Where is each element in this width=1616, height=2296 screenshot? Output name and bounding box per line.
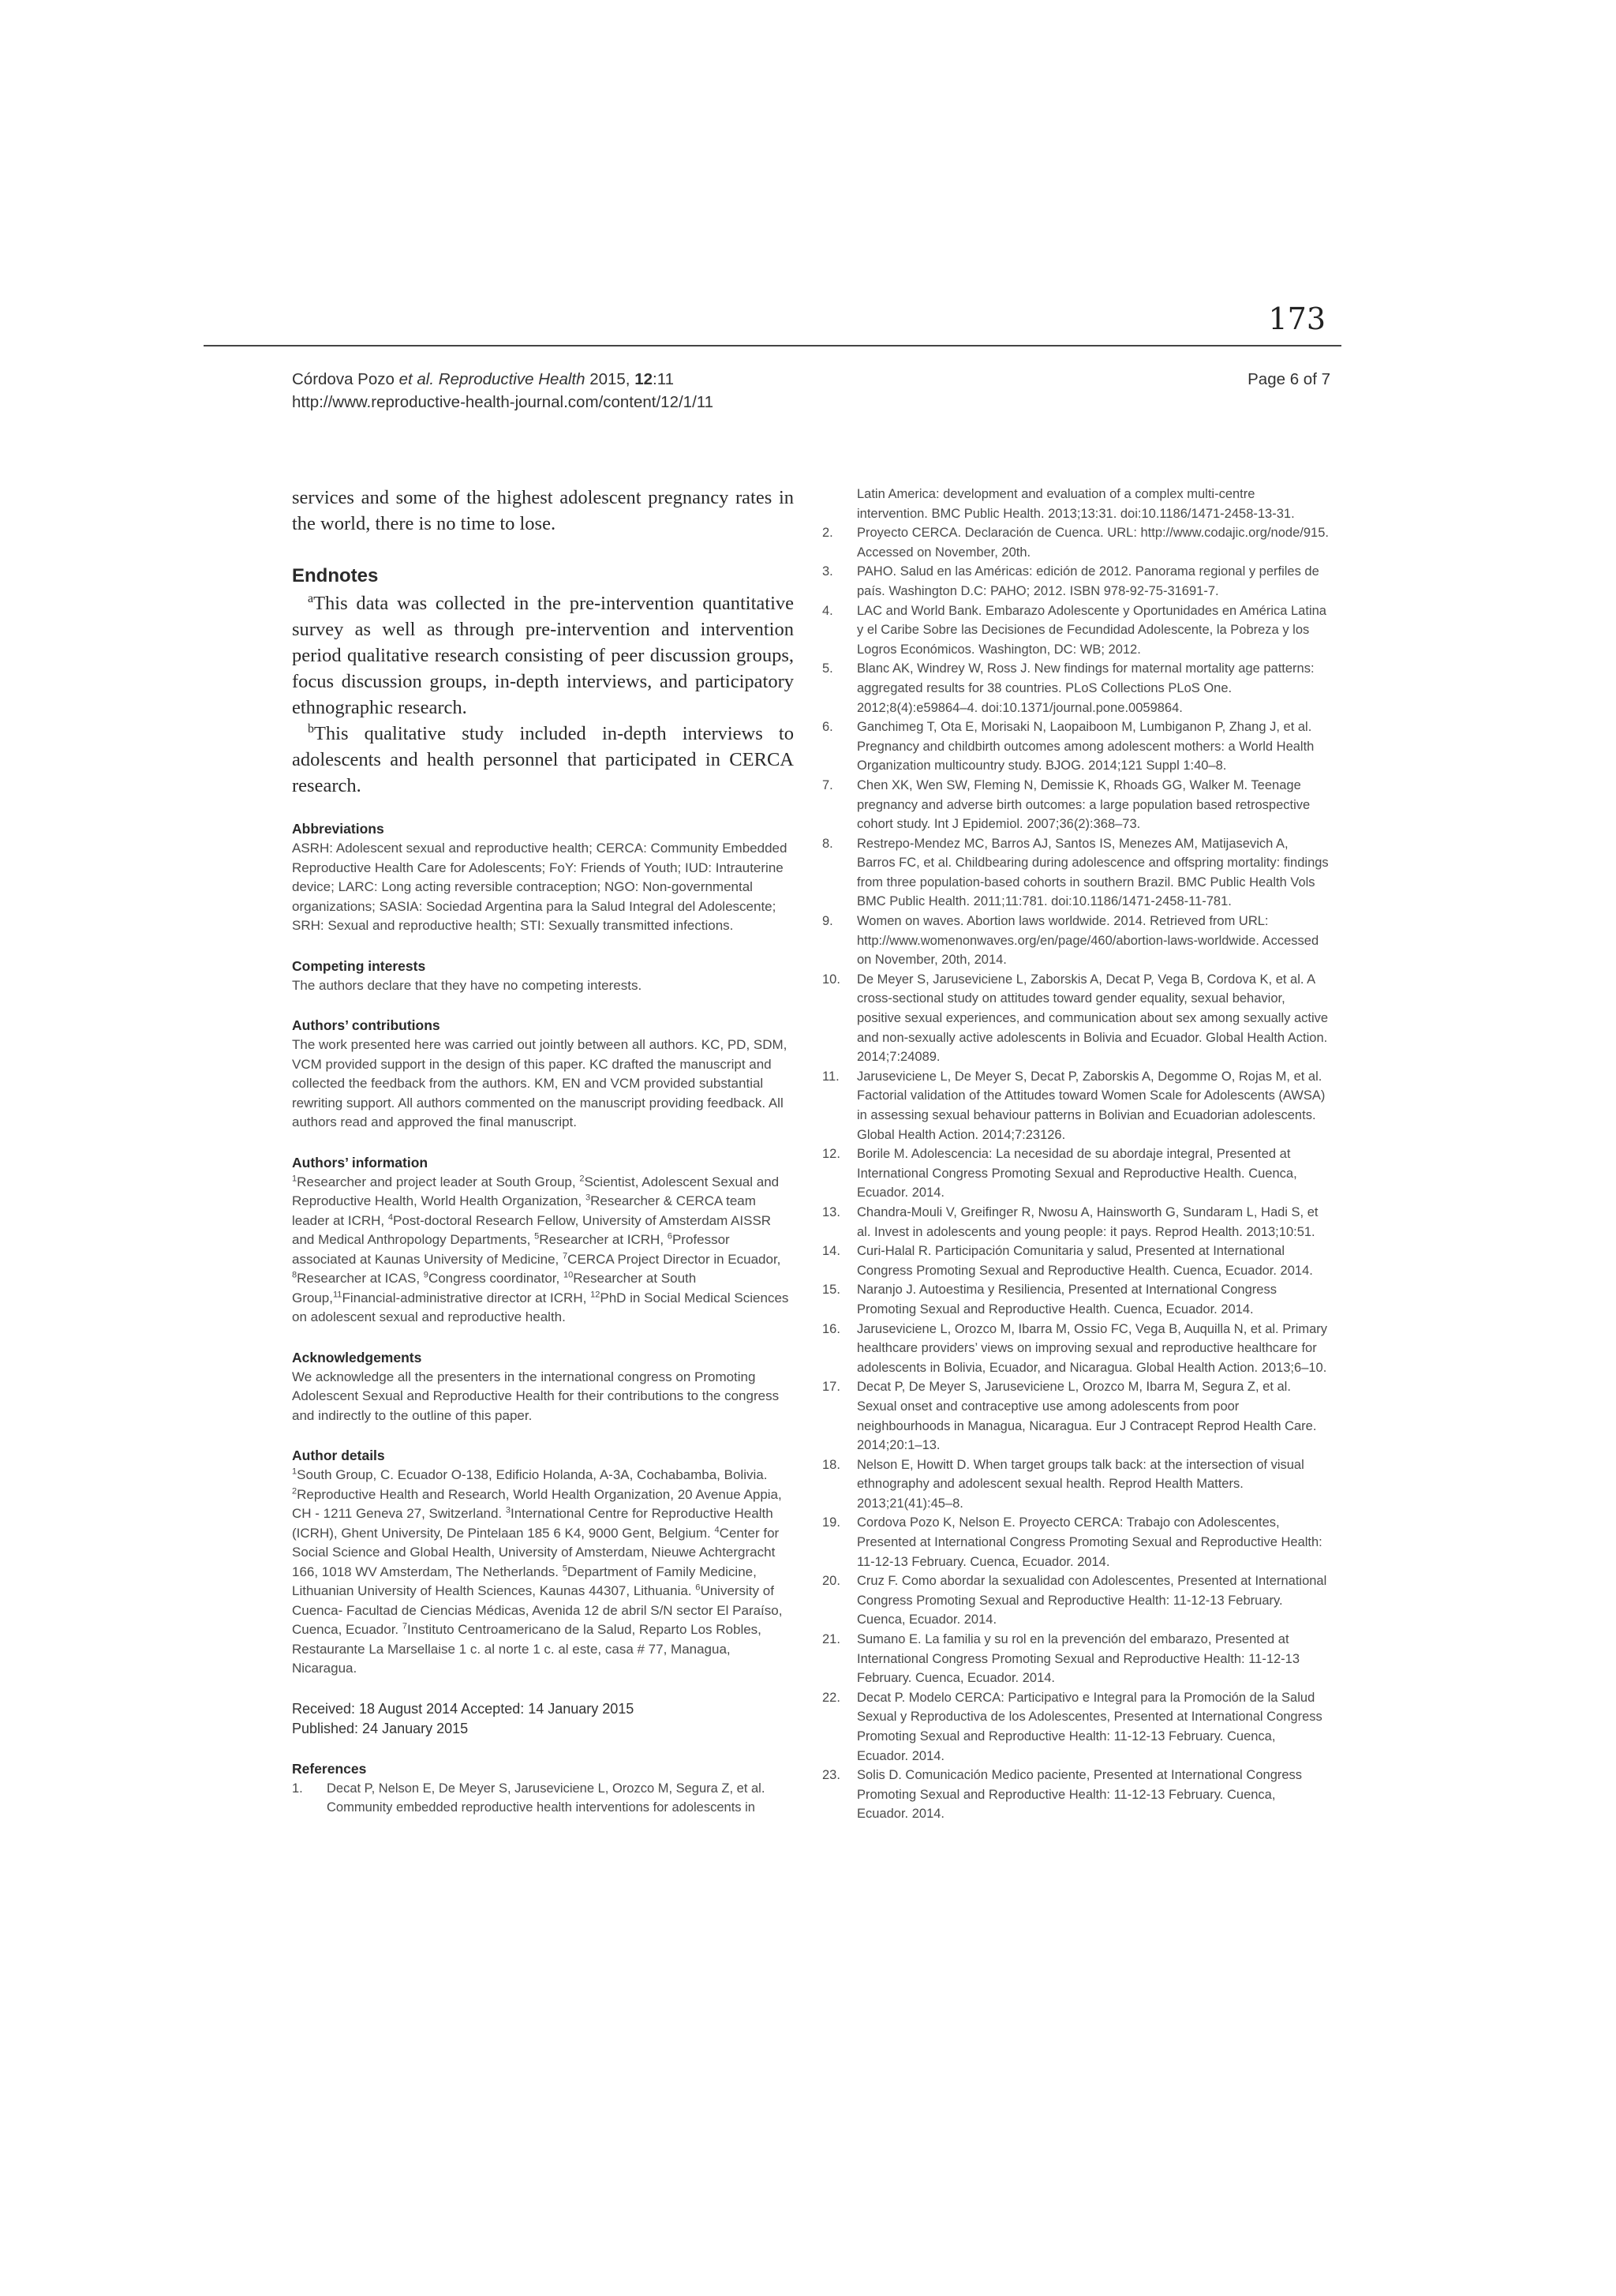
- reference-text: PAHO. Salud en las Américas: edición de 2012. Panorama regional y perfiles de país. Washington D.C: PAHO; 2012. ISBN 978-92-75-31691-7.: [857, 564, 1319, 598]
- reference-item: [822, 562, 1329, 601]
- reference-text: Blanc AK, Windrey W, Ross J. New findings for maternal mortality age patterns: aggregated results for 38 countries. PLoS Collections PLoS One. 2012;8(4):e59864–4. doi:10.1371/journal.pone.0059864.: [857, 661, 1315, 715]
- reference-text: Chandra-Mouli V, Greifinger R, Nwosu A, Hainsworth G, Sundaram L, Hadi S, et al. Invest in adolescents and young people: it pays. Reprod Health. 2013;10:51.: [857, 1204, 1319, 1239]
- author-detail-item-text: Instituto Centroamericano de la Salud, Reparto Los Robles, Restaurante La Marsellaise 1 c. al norte 1 c. al este, casa # 77, Managua, Nicaragua.: [292, 1622, 761, 1676]
- reference-number: 4.: [822, 603, 833, 618]
- author-detail-item-sup: 1: [292, 1466, 297, 1477]
- author-info-item-text: Researcher at South Group,: [292, 1271, 697, 1305]
- endnote-a: [292, 590, 794, 721]
- author-detail-item-sup: 6: [695, 1582, 701, 1593]
- contributions-text: The work presented here was carried out jointly between all authors. KC, PD, SDM, VCM provided support in the design of this paper. KC drafted the manuscript and collected the feedback from the authors. KM, EN and VCM provided substantial rewriting support. All authors commented on the manuscript providing feedback. All authors read and approved the final manuscript.: [292, 1037, 787, 1129]
- reference-text: Borile M. Adolescencia: La necesidad de su abordaje integral, Presented at International Congress Promoting Sexual and Reproductive Health. Cuenca, Ecuador. 2014.: [857, 1147, 1297, 1200]
- reference-number: 20.: [822, 1574, 840, 1589]
- author-info-item-text: Professor associated at Kaunas University of Medicine,: [292, 1232, 730, 1267]
- author-info-item-sup: 12: [590, 1289, 600, 1299]
- reference-number: 17.: [822, 1380, 840, 1395]
- header-authors: Córdova Pozo: [292, 370, 399, 388]
- header-volume: 12: [634, 370, 653, 388]
- reference-text: Curi-Halal R. Participación Comunitaria y salud, Presented at International Congress Promoting Sexual and Reproductive Health. Cuenca, Ecuador. 2014.: [857, 1244, 1313, 1278]
- references-heading: References: [292, 1760, 367, 1777]
- page-number: 173: [1268, 302, 1326, 336]
- author-info-item-sup: 3: [585, 1193, 591, 1203]
- reference-text: LAC and World Bank. Embarazo Adolescente y Oportunidades en América Latina y el Caribe Sobre las Decisiones de Fecundidad Adolescente, la Pobreza y los Logros Económicos. Washington, DC: WB; 2012.: [857, 603, 1326, 657]
- competing-interests-text: The authors declare that they have no competing interests.: [292, 977, 642, 993]
- author-detail-item-text: International Centre for Reproductive Health (ICRH), Ghent University, De Pintelaan 185 6 K4, 9000 Gent, Belgium.: [292, 1506, 773, 1541]
- reference-number: 10.: [822, 972, 840, 987]
- reference-number: 12.: [822, 1147, 840, 1162]
- reference-continuation: Latin America: development and evaluation of a complex multi-centre intervention. BMC Public Health. 2013;13:31. doi:10.1186/1471-2458-13-31.: [857, 487, 1295, 521]
- author-detail-item-text: Center for Social Science and Global Health, University of Amsterdam, Nieuwe Achtergracht 166, 1018 WV Amsterdam, The Netherlands.: [292, 1525, 780, 1579]
- reference-number: 7.: [822, 777, 833, 792]
- intro-paragraph: services and some of the highest adolescent pregnancy rates in the world, there is no time to lose.: [292, 487, 794, 534]
- endnote-b-text: This qualitative study included in-depth interviews to adolescents and health personnel that participated in CERCA research.: [292, 723, 794, 796]
- reference-number: 18.: [822, 1457, 840, 1472]
- header-year: 2015,: [585, 370, 635, 388]
- reference-item: [822, 1320, 1329, 1378]
- reference-number: 3.: [822, 564, 833, 579]
- endnote-a-text: This data was collected in the pre-intervention quantitative survey as well as through pre-intervention and intervention period qualitative research consisting of peer discussion groups, focus discussion groups, in-depth interviews, and participatory ethnographic research.: [292, 593, 794, 718]
- author-info-item-sup: 5: [534, 1231, 540, 1242]
- reference-text: Jaruseviciene L, De Meyer S, Decat P, Zaborskis A, Degomme O, Rojas M, et al. Factorial validation of the Attitudes toward Women Scale for Adolescents (AWSA) in assessing sexual behaviour patterns in Bolivian and Ecuadorian adolescents. Global Health Action. 2014;7:23126.: [857, 1069, 1326, 1142]
- reference-text: Proyecto CERCA. Declaración de Cuenca. URL: http://www.codajic.org/node/915. Accessed on November, 20th.: [857, 526, 1329, 560]
- author-info-item-text: Researcher & CERCA team leader at ICRH,: [292, 1193, 756, 1228]
- author-info-item-text: Researcher at ICAS,: [297, 1271, 424, 1286]
- reference-item: [822, 970, 1329, 1067]
- author-info-item-text: Researcher at ICRH,: [539, 1232, 668, 1247]
- author-detail-item-sup: 3: [505, 1505, 511, 1515]
- reference-number: 6.: [822, 720, 833, 735]
- author-info-item-sup: 8: [292, 1270, 297, 1280]
- reference-text: Cordova Pozo K, Nelson E. Proyecto CERCA: Trabajo con Adolescentes, Presented at International Congress Promoting Sexual and Reproductive Health: 11-12-13 February. Cuenca, Ecuador. 2014.: [857, 1515, 1322, 1569]
- reference-number: 16.: [822, 1321, 840, 1336]
- author-detail-item-sup: 2: [292, 1485, 297, 1496]
- reference-item: [822, 601, 1329, 660]
- author-info-item-text: Financial-administrative director at ICRH,: [342, 1290, 591, 1305]
- author-info-item-sup: 11: [332, 1289, 342, 1299]
- author-info-item-text: Post-doctoral Research Fellow, University of Amsterdam AISSR and Medical Anthropology Departments,: [292, 1212, 772, 1247]
- reference-number: 15.: [822, 1283, 840, 1298]
- author-details-text: [292, 1466, 794, 1679]
- reference-text: Chen XK, Wen SW, Fleming N, Demissie K, Rhoads GG, Walker M. Teenage pregnancy and adverse birth outcomes: a large population based retrospective cohort study. Int J Epidemiol. 2007;36(2):368–73.: [857, 777, 1311, 832]
- reference-text: Solis D. Comunicación Medico paciente, Presented at International Congress Promoting Sexual and Reproductive Health: 11-12-13 February. Cuenca, Ecuador. 2014.: [857, 1768, 1303, 1822]
- competing-interests-heading: Competing interests: [292, 957, 426, 974]
- reference-item: [822, 717, 1329, 776]
- reference-item: [822, 834, 1329, 912]
- endnote-b: [292, 721, 794, 799]
- reference-item: [822, 912, 1329, 970]
- reference-text: De Meyer S, Jaruseviciene L, Zaborskis A, Decat P, Vega B, Cordova K, et al. A cross-sectional study on attitudes toward gender equality, sexual behavior, positive sexual experiences, and communication about sex among sexually active and non-sexually active adolescents in Bolivia and Ecuador. Global Health Action. 2014;7:24089.: [857, 972, 1329, 1065]
- abbreviations-text: ASRH: Adolescent sexual and reproductive health; CERCA: Community Embedded Reproductive Health Care for Adolescents; FoY: Friends of Youth; IUD: Intrauterine device; LARC: Long acting reversible contraception; NGO: Non-governmental organizations; SASIA: Sociedad Argentina para la Salud Integral del Adolescente; SRH: Sexual and reproductive health; STI: Sexually transmitted infections.: [292, 841, 787, 933]
- reference-number: 14.: [822, 1244, 840, 1259]
- reference-number: 13.: [822, 1204, 840, 1219]
- authors-information-text: [292, 1173, 794, 1328]
- reference-item: [822, 1377, 1329, 1455]
- reference-number: 2.: [822, 526, 833, 541]
- reference-item: [822, 1280, 1329, 1319]
- author-info-item-sup: 7: [563, 1250, 568, 1260]
- author-info-item-text: PhD in Social Medical Sciences on adolescent sexual and reproductive health.: [292, 1290, 789, 1324]
- reference-text: Women on waves. Abortion laws worldwide. 2014. Retrieved from URL: http://www.womenonwaves.org/en/page/460/abortion-laws-worldwide. Accessed on November, 20th, 2014.: [857, 914, 1319, 968]
- header-article: :11: [653, 370, 674, 388]
- author-info-item-sup: 2: [579, 1173, 585, 1183]
- author-info-item-text: Congress coordinator,: [428, 1271, 563, 1286]
- endnote-a-mark: a: [308, 591, 314, 605]
- reference-item: [822, 1144, 1329, 1203]
- reference-text: Decat P. Modelo CERCA: Participativo e Integral para la Promoción de la Salud Sexual y Reproductiva de los Adolescentes, Presented at International Congress Promoting Sexual and Reproductive Health: 11-12-13 February. Cuenca, Ecuador. 2014.: [857, 1690, 1322, 1763]
- header-rule: [204, 345, 1341, 346]
- author-detail-item-text: Department of Family Medicine, Lithuanian University of Health Sciences, Kaunas 44307, Lithuania.: [292, 1564, 757, 1598]
- reference-item: [822, 523, 1329, 562]
- contributions-heading: Authors’ contributions: [292, 1017, 440, 1033]
- reference-number: 9.: [822, 914, 833, 929]
- reference-text: Naranjo J. Autoestima y Resiliencia, Presented at International Congress Promoting Sexual and Reproductive Health. Cuenca, Ecuador. 2014.: [857, 1283, 1277, 1317]
- right-column: [822, 485, 1329, 1824]
- received-accepted-date: Received: 18 August 2014 Accepted: 14 January 2015: [292, 1700, 634, 1717]
- reference-item: [822, 1630, 1329, 1688]
- reference-item: [822, 1688, 1329, 1766]
- reference-item: [292, 1779, 794, 1818]
- author-detail-item-text: University of Cuenca- Facultad de Ciencias Médicas, Avenida 12 de abril S/N sector El Paraíso, Cuenca, Ecuador.: [292, 1583, 783, 1637]
- author-detail-item-sup: 7: [402, 1621, 408, 1631]
- author-detail-item-sup: 5: [562, 1563, 567, 1573]
- header-journal: Reproductive Health: [434, 370, 585, 388]
- author-info-item-sup: 6: [667, 1231, 672, 1242]
- reference-item: [822, 1203, 1329, 1242]
- author-detail-item-sup: 4: [714, 1524, 720, 1534]
- reference-number: 1.: [292, 1781, 303, 1796]
- endnote-b-mark: b: [308, 721, 314, 736]
- reference-number: 8.: [822, 836, 833, 851]
- reference-text: Cruz F. Como abordar la sexualidad con Adolescentes, Presented at International Congress Promoting Sexual and Reproductive Health: 11-12-13 February. Cuenca, Ecuador. 2014.: [857, 1574, 1327, 1627]
- author-info-item-text: CERCA Project Director in Ecuador,: [567, 1251, 781, 1267]
- reference-item: [822, 659, 1329, 717]
- reference-item: [822, 1067, 1329, 1144]
- author-info-item-text: Researcher and project leader at South Group,: [297, 1174, 580, 1189]
- reference-text: Decat P, De Meyer S, Jaruseviciene L, Orozco M, Ibarra M, Segura Z, et al. Sexual onset and contraceptive use among adolescents from poor neighbourhoods in Managua, Nicaragua. Eur J Contracept Reprod Health Care. 2014;20:1–13.: [857, 1380, 1317, 1453]
- authors-information-heading: Authors’ information: [292, 1154, 428, 1170]
- header-et-al: et al.: [398, 370, 435, 388]
- reference-number: 11.: [822, 1069, 840, 1084]
- dates-block: [292, 1699, 794, 1739]
- author-info-item-sup: 1: [292, 1173, 297, 1183]
- page-label: Page 6 of 7: [1248, 370, 1330, 388]
- reference-item: [822, 1455, 1329, 1514]
- published-date: Published: 24 January 2015: [292, 1720, 469, 1736]
- reference-text: Sumano E. La familia y su rol en la prevención del embarazo, Presented at International Congress Promoting Sexual and Reproductive Health: 11-12-13 February. Cuenca, Ecuador. 2014.: [857, 1632, 1300, 1686]
- reference-text: Decat P, Nelson E, De Meyer S, Jaruseviciene L, Orozco M, Segura Z, et al. Community embedded reproductive health interventions for adolescents in: [327, 1781, 765, 1815]
- reference-text: Restrepo-Mendez MC, Barros AJ, Santos IS, Menezes AM, Matijasevich A, Barros FC, et al. Childbearing during adolescence and offspring mortality: findings from three population-based cohorts in southern Brazil. BMC Public Health Vols BMC Public Health. 2011;11:781. doi:10.1186/1471-2458-11-781.: [857, 836, 1329, 909]
- left-column: [292, 485, 794, 1818]
- reference-item: [822, 1513, 1329, 1571]
- acknowledgements-heading: Acknowledgements: [292, 1349, 422, 1365]
- reference-item: [822, 1571, 1329, 1630]
- citation-line: [292, 368, 1330, 391]
- header-url[interactable]: http://www.reproductive-health-journal.com/content/12/1/11: [292, 393, 714, 411]
- author-info-item-sup: 10: [563, 1270, 574, 1280]
- author-detail-item-text: South Group, C. Ecuador O-138, Edificio Holanda, A-3A, Cochabamba, Bolivia.: [297, 1467, 768, 1482]
- author-detail-item-text: Reproductive Health and Research, World Health Organization, 20 Avenue Appia, CH - 1211 Geneva 27, Switzerland.: [292, 1486, 782, 1521]
- reference-item: [822, 1766, 1329, 1824]
- running-head: [292, 368, 1330, 414]
- author-info-item-sup: 4: [387, 1212, 394, 1222]
- abbreviations-heading: Abbreviations: [292, 821, 384, 837]
- reference-item: [822, 776, 1329, 834]
- reference-number: 22.: [822, 1690, 840, 1705]
- reference-number: 23.: [822, 1768, 840, 1783]
- reference-number: 19.: [822, 1515, 840, 1530]
- reference-number: 21.: [822, 1632, 840, 1647]
- reference-item: [822, 1242, 1329, 1280]
- acknowledgements-text: We acknowledge all the presenters in the international congress on Promoting Adolescent Sexual and Reproductive Health for their contributions to the congress and indirectly to the outline of this paper.: [292, 1369, 780, 1423]
- author-info-item-text: Scientist, Adolescent Sexual and Reproductive Health, World Health Organization,: [292, 1174, 780, 1208]
- author-info-item-sup: 9: [423, 1270, 428, 1280]
- reference-text: Jaruseviciene L, Orozco M, Ibarra M, Ossio FC, Vega B, Auquilla N, et al. Primary healthcare providers’ views on improving sexual and reproductive healthcare for adolescents in Bolivia, Ecuador, and Nicaragua. Global Health Action. 2013;6–10.: [857, 1321, 1328, 1375]
- endnotes-heading: Endnotes: [292, 565, 379, 586]
- reference-number: 5.: [822, 661, 833, 676]
- reference-text: Ganchimeg T, Ota E, Morisaki N, Laopaiboon M, Lumbiganon P, Zhang J, et al. Pregnancy and childbirth outcomes among adolescent mothers: a World Health Organization multicountry study. BJOG. 2014;121 Suppl 1:40–8.: [857, 720, 1315, 773]
- reference-text: Nelson E, Howitt D. When target groups talk back: at the intersection of visual ethnography and adolescent sexual health. Reprod Health Matters. 2013;21(41):45–8.: [857, 1457, 1304, 1511]
- author-details-heading: Author details: [292, 1448, 385, 1463]
